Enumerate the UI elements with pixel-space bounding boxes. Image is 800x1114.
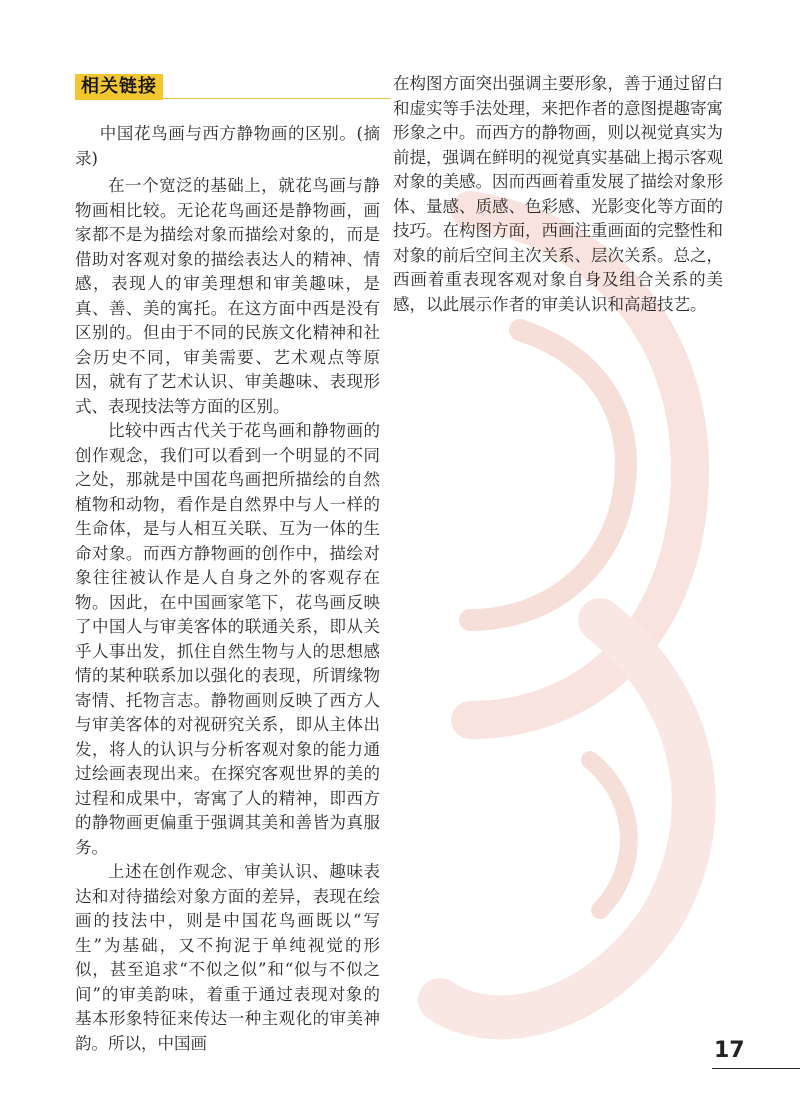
section-tag: 相关链接 [75, 74, 163, 100]
left-column [75, 122, 380, 1056]
page-number: 17 [714, 1038, 745, 1063]
body-paragraph: 比较中西古代关于花鸟画和静物画的创作观念，我们可以看到一个明显的不同之处，那就是中国花鸟画把所描绘的自然植物和动物，看作是自然界中与人一样的生命体，是与人相互关联、互为一体的生命对象。而西方静物画的创作中，描绘对象往往被认作是人自身之外的客观存在物。因此，在中国画家笔下，花鸟画反映了中国人与审美客体的联通关系，即从关乎人事出发，抓住自然生物与人的思想感情的某种联系加以强化的表现，所谓缘物寄情、托物言志。静物画则反映了西方人与审美客体的对视研究关系，即从主体出发，将人的认识与分析客观对象的能力通过绘画表现出来。在探究客观世界的美的过程和成果中，寄寓了人的精神，即西方的静物画更偏重于强调其美和善皆为真服务。 [75, 421, 380, 857]
body-paragraph: 在一个宽泛的基础上，就花鸟画与静物画相比较。无论花鸟画还是静物画，画家都不是为描绘对象而描绘对象的，而是借助对客观对象的描绘表达人的精神、情感，表现人的审美理想和审美趣味，是真、善、美的寓托。在这方面中西是没有区别的。但由于不同的民族文化精神和社会历史不同，审美需要、艺术观点等原因，就有了艺术认识、审美趣味、表现形式、表现技法等方面的区别。 [75, 176, 380, 416]
article-title: 中国花鸟画与西方静物画的区别。(摘录) [75, 124, 380, 168]
header-divider [163, 98, 390, 99]
section-header [75, 72, 390, 102]
body-paragraph: 在构图方面突出强调主要形象，善于通过留白和虚实等手法处理，来把作者的意图提趣寄寓形象之中。而西方的静物画，则以视觉真实为前提，强调在鲜明的视觉真实基础上揭示客观对象的美感。因而西画着重发展了描绘对象形体、量感、质感、色彩感、光影变化等方面的技巧。在构图方面，西画注重画面的完整性和对象的前后空间主次关系、层次关系。总之，西画着重表现客观对象自身及组合关系的美感，以此展示作者的审美认识和高超技艺。 [393, 74, 723, 314]
body-paragraph: 上述在创作观念、审美认识、趣味表达和对待描绘对象方面的差异，表现在绘画的技法中，则是中国花鸟画既以“写生”为基础，又不拘泥于单纯视觉的形似，甚至追求“不似之似”和“似与不似之间”的审美韵味，着重于通过表现对象的基本形象特征来传达一种主观化的审美神韵。所以，中国画 [75, 862, 380, 1053]
footer-divider [712, 1068, 800, 1069]
right-column [393, 72, 723, 317]
